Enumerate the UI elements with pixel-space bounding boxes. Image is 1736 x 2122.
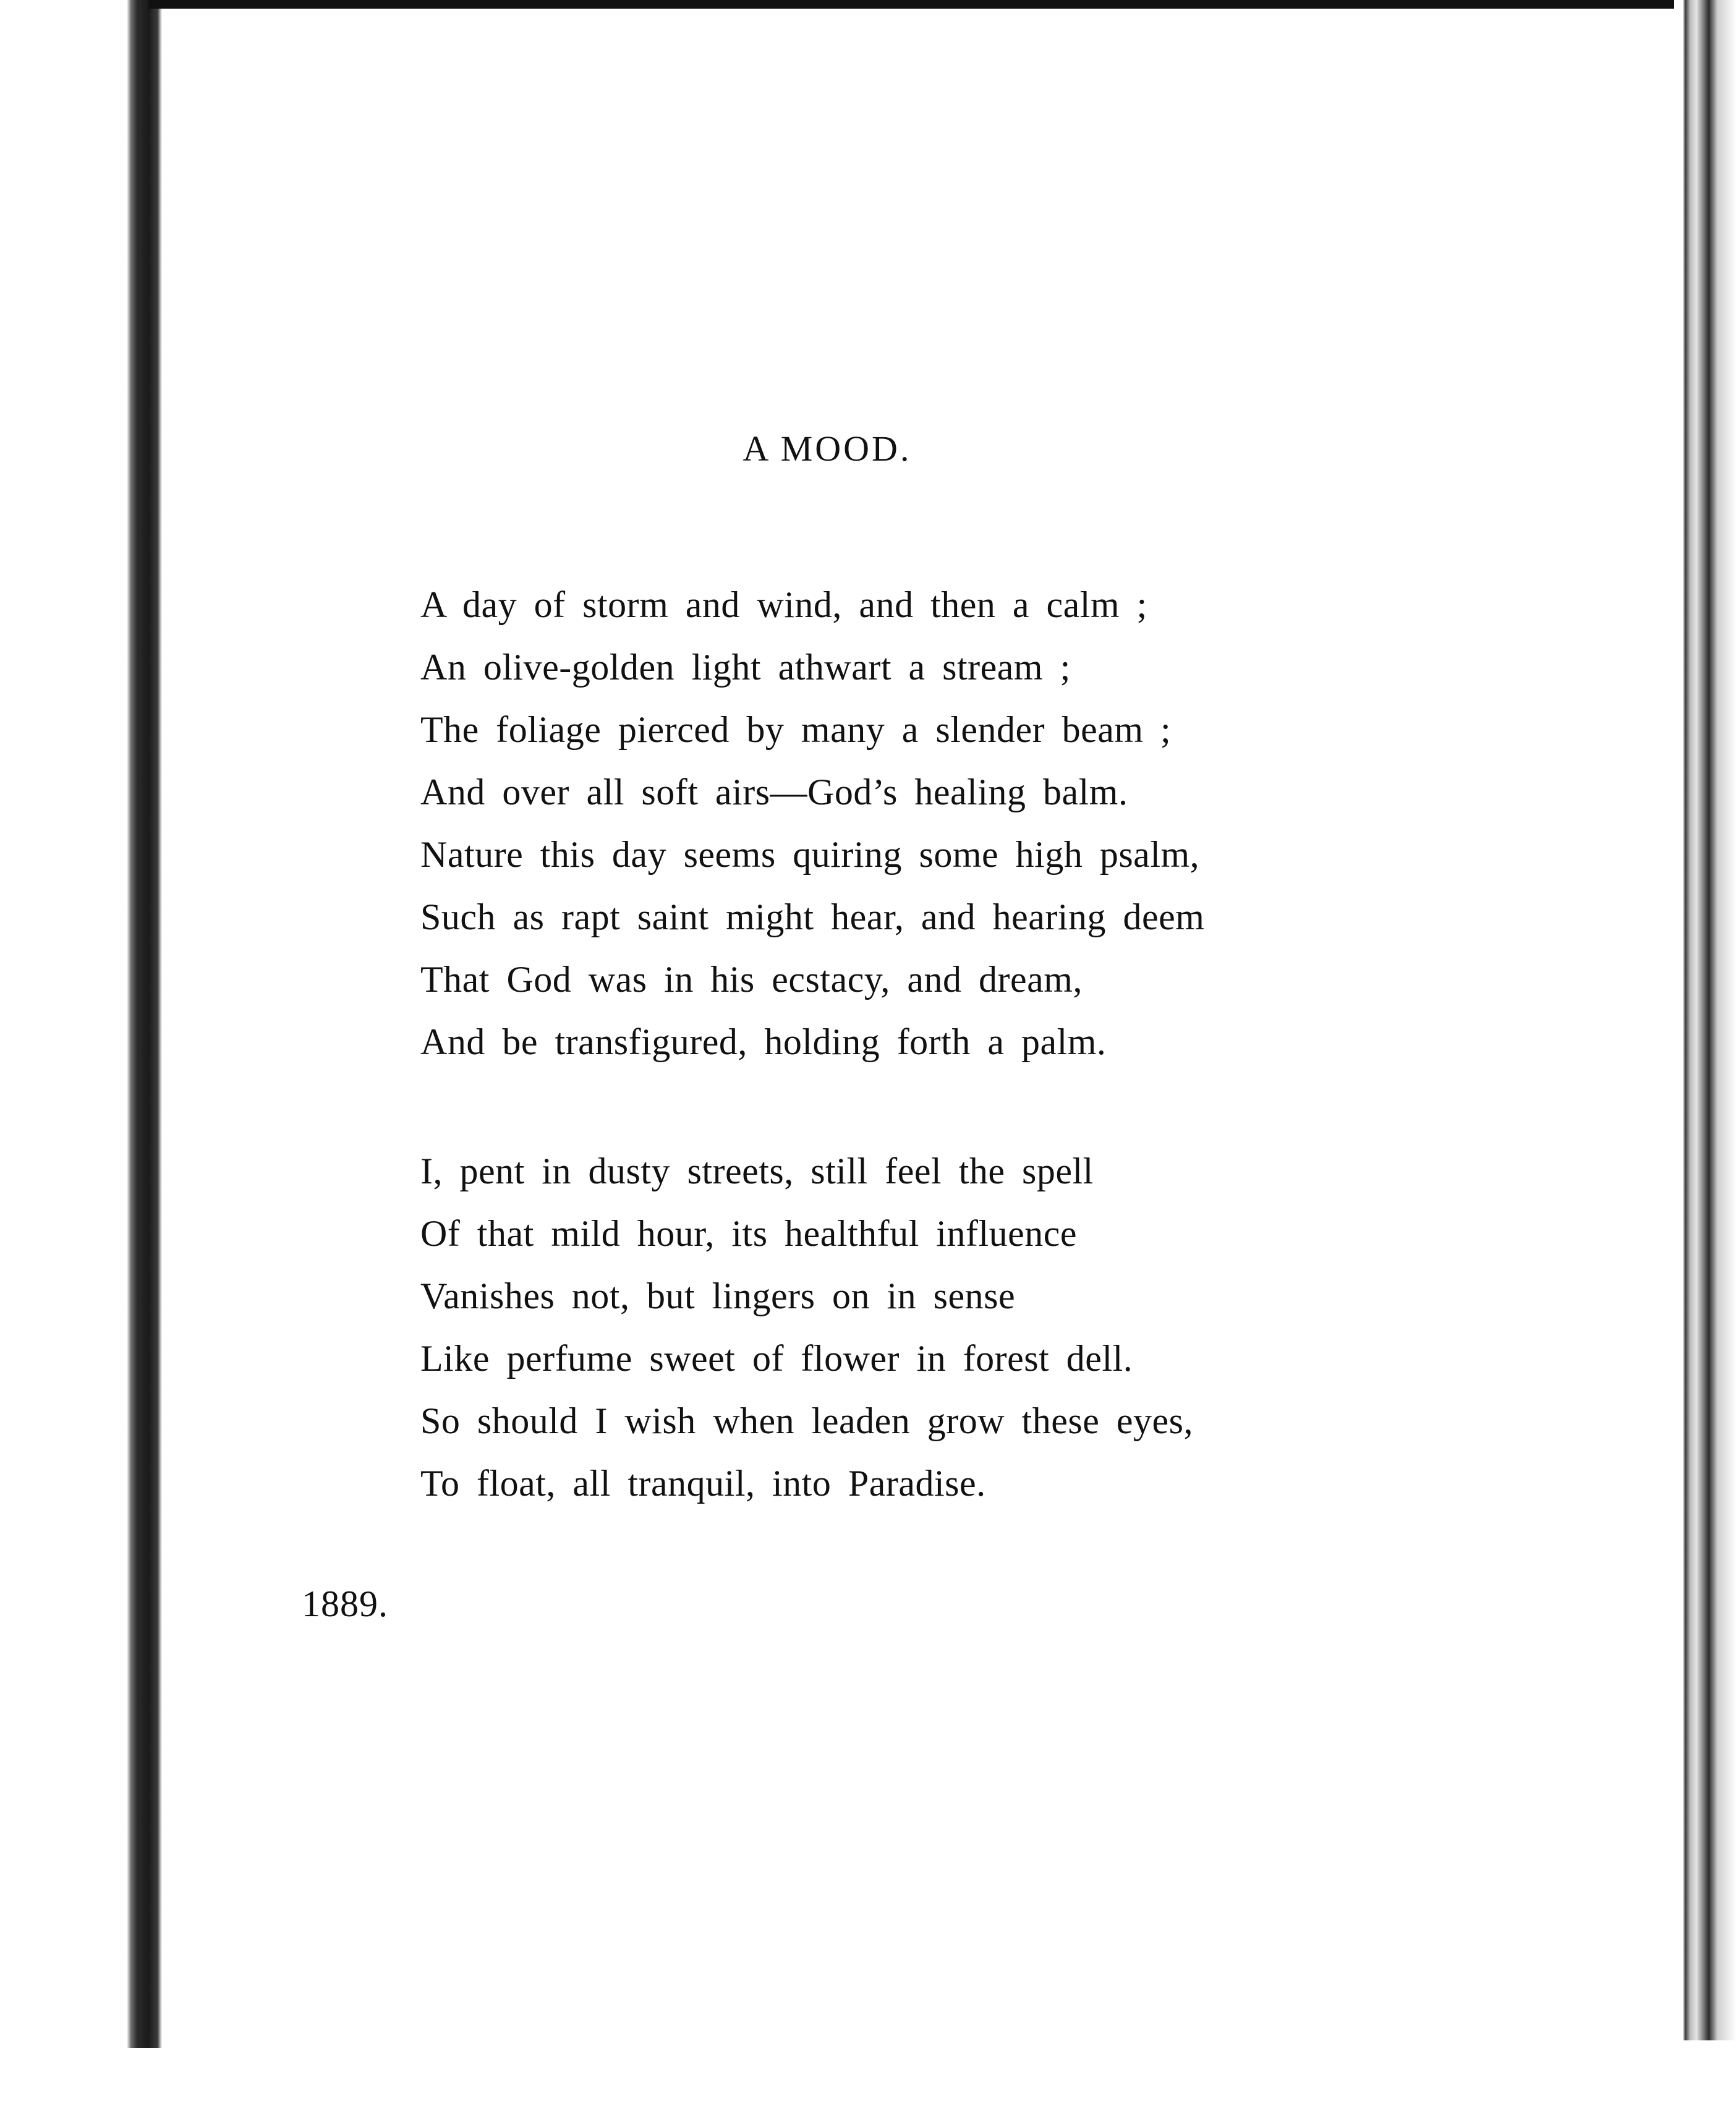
poem-line: A day of storm and wind, and then a calm ; <box>420 584 1147 625</box>
poem-line: And be transfigured, holding forth a palm. <box>420 1021 1107 1062</box>
poem-title: A MOOD. <box>742 428 912 469</box>
poem-line: The foliage pierced by many a slender beam ; <box>420 709 1172 750</box>
poem-line: Like perfume sweet of flower in forest dell. <box>420 1338 1133 1379</box>
poem-line: That God was in his ecstacy, and dream, <box>420 959 1083 1000</box>
poem-line: So should I wish when leaden grow these eyes, <box>420 1400 1193 1441</box>
poem-line: Vanishes not, but lingers on in sense <box>420 1276 1016 1316</box>
poem-line: Of that mild hour, its healthful influence <box>420 1213 1078 1254</box>
poem-line: To float, all tranquil, into Paradise. <box>420 1463 986 1504</box>
poem-line: Nature this day seems quiring some high psalm, <box>420 834 1200 875</box>
poem-line: An olive-golden light athwart a stream ; <box>420 647 1071 688</box>
poem-line: Such as rapt saint might hear, and hearing deem <box>420 897 1205 937</box>
stanza-1 <box>420 574 1204 1073</box>
scan-top-border <box>148 0 1736 9</box>
book-gutter-edge <box>0 0 162 2122</box>
stanza-2 <box>420 1140 1193 1515</box>
book-page-edges <box>1674 0 1736 2040</box>
poem-date: 1889. <box>302 1583 388 1624</box>
poem-line: And over all soft airs—God’s healing balm. <box>420 772 1128 812</box>
poem-line: I, pent in dusty streets, still feel the spell <box>420 1151 1094 1191</box>
